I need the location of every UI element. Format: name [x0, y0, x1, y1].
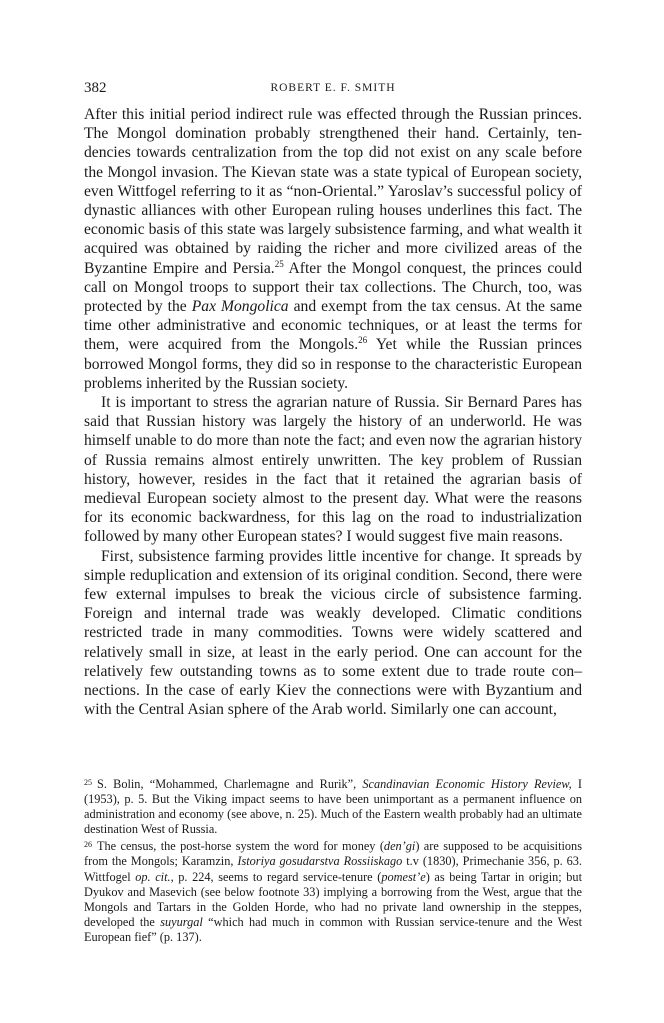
footnote-26-op-cit: op. cit. [135, 869, 171, 884]
footnote-26-text-c: t.v (1830), Primechanie 356, p. 63. Wittfogel [84, 854, 582, 884]
footnote-26-text-f: “which had much in common with Russian service-tenure and the West European fief” (p. 137). [84, 914, 582, 944]
footnote-26-text-e: ) as being Tartar in origin; but Dyukov and Masevich (see below footnote 33) implying a borrowing from the West, argue that the Mongols and Tartars in the Golden Horde, who had no private land ownership in the steppes, developed the [84, 869, 583, 929]
paragraph-1-text-d: Yet while the Russian princes borrowed Mongol forms, they did so in response to the characteristic European problems inherited by the Russian society. [84, 336, 582, 392]
footnote-26-text-a: The census, the post-horse system the word for money ( [97, 839, 384, 854]
footnote-25 [84, 775, 582, 837]
footnote-ref-26: 26 [358, 335, 368, 346]
main-text [84, 105, 582, 720]
footnote-26-term-dengi: den’gi [383, 839, 416, 854]
paragraph-1-text-a: After this initial period indirect rule was effected through the Russian princes. The Mongol domination probably strengthened their hand. Certainly, tendencies towards centralization from the top did not exist on any scale before the Mongol invasion. The Kievan state was a state typical of European society, even Wittfogel referring to it as “non-Oriental.” Yaroslav’s successful policy of dynastic alliances with other European ruling houses underlines this fact. The economic basis of this state was largely subsistence farming, and what wealth it acquired was obtained by raiding the richer and more civilized areas of the Byzantine Empire and Persia. [84, 106, 582, 277]
page-number: 382 [84, 80, 107, 96]
footnote-26-term-suyurgal: suyurgal [160, 914, 203, 929]
footnote-26-title-karamzin: Istoriya gosudarstva Rossiiskago [237, 854, 403, 869]
footnote-25-mark: 25 [84, 778, 92, 787]
page-header [84, 80, 582, 100]
pax-mongolica-term: Pax Mongolica [191, 298, 289, 316]
footnote-26-text-b: ) are supposed to be acquisitions from the Mongols; Karamzin, [84, 839, 582, 869]
paragraph-2: It is important to stress the agrarian nature of Russia. Sir Bernard Pares has said that Russian history was largely the history of an underworld. He was himself unable to do more than note the fact; and even now the agrarian history of Russia remains almost entirely unwritten. The key problem of Russian history, however, resides in the fact that it retained the agrarian basis of medieval European society almost to the present day. What were the reasons for its economic backwardness, for this lag on the road to industrialization followed by many other European states? I would suggest five main reasons. [84, 394, 582, 546]
footnote-25-text-b: I (1953), p. 5. But the Viking impact seems to have been unimportant as a permanent influence on administration and economy (see above, n. 25). Much of the Eastern wealth probably had an ultimate destination West of Russia. [84, 777, 582, 837]
footnote-25-text-a: S. Bolin, “Mohammed, Charlemagne and Rurik”, [97, 777, 363, 791]
footnote-ref-25: 25 [274, 258, 284, 269]
paragraph-1-text-c: and exempt from the tax census. At the same time other administrative and economic techniques, or at least the terms for them, were acquired from the Mongols. [84, 298, 582, 354]
paragraph-1 [84, 105, 582, 393]
footnote-26-term-pomeste: pomest’e [381, 869, 426, 884]
footnote-26-mark: 26 [84, 840, 92, 850]
paragraph-1-text-b: After the Mongol conquest, the princes could call on Mongol troops to support their tax collections. The Church, too, was protected by the [84, 259, 582, 316]
footnotes [84, 775, 582, 945]
paragraph-3: First, subsistence farming provides little incentive for change. It spreads by simple reduplication and extension of its original condition. Second, there were few external impulses to break the vicious circle of subsistence farming. Foreign and internal trade was weakly developed. Climatic conditions restricted trade in many commodities. Towns were widely scattered and relatively small in size, at least in the early period. One can account for the relatively few outstanding towns as to some extent due to trade route con–nections. In the case of early Kiev the connections were with Byzantium and with the Central Asian sphere of the Arab world. Similarly one can account, [84, 547, 582, 719]
footnote-25-journal: Scandinavian Economic History Review, [362, 777, 572, 791]
running-head: ROBERT E. F. SMITH [270, 82, 396, 94]
footnote-26 [84, 837, 582, 945]
footnote-26-text-d: , p. 224, seems to regard service-tenure ( [170, 869, 382, 884]
